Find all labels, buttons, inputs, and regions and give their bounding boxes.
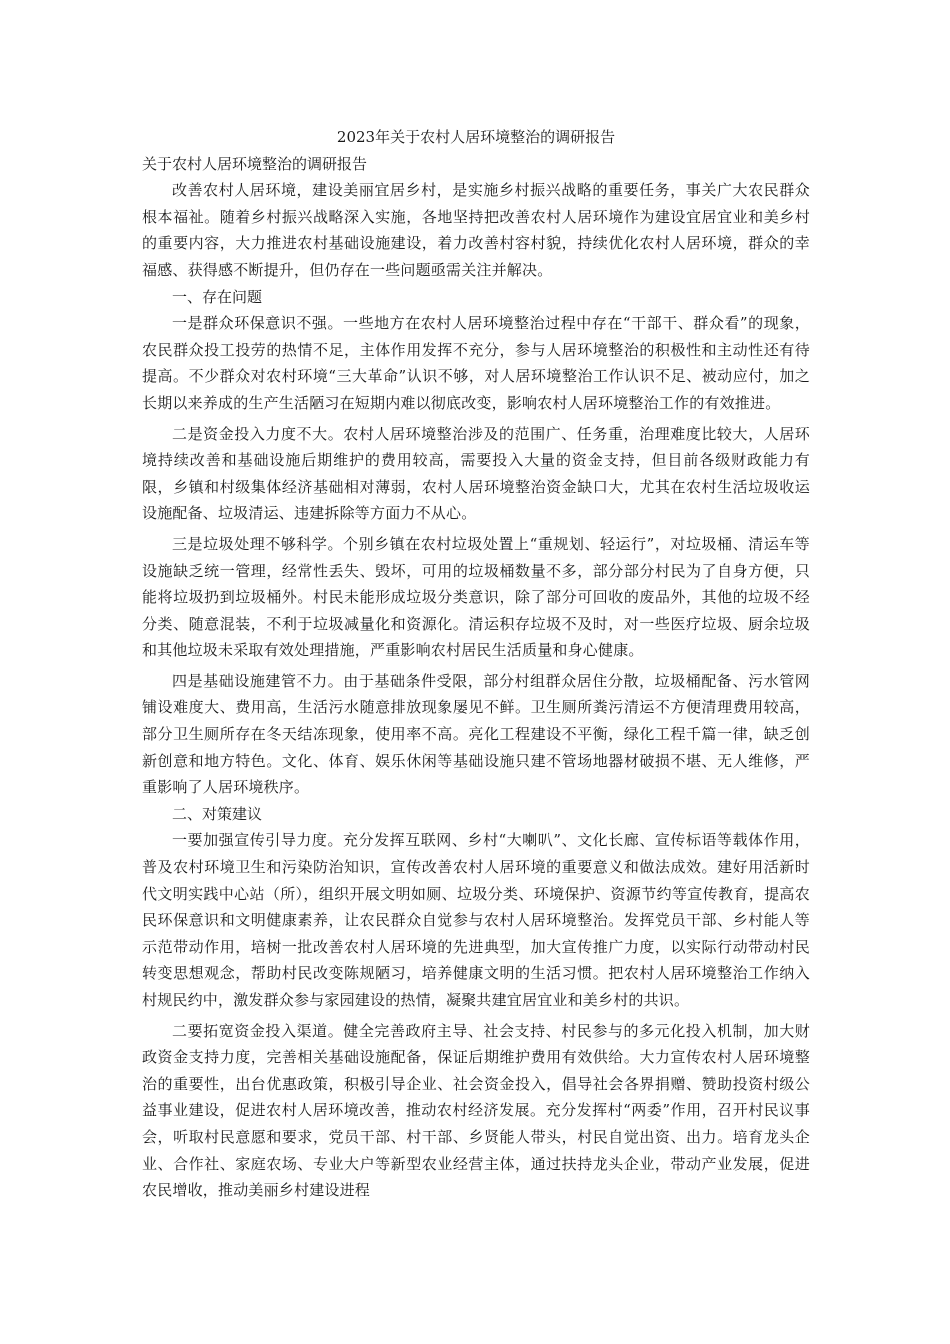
section-heading-suggestions: 二、对策建议 bbox=[172, 804, 263, 823]
suggestion-paragraph-2: 二要拓宽资金投入渠道。健全完善政府主导、社会支持、村民参与的多元化投入机制，加大财政资金支持力度，完善相关基础设施配备，保证后期维护费用有效供给。大力宣传农村人居环境整治的重要性，出台优惠政策，积极引导企业、社会资金投入，倡导社会各界捐赠、赞助投资村级公益事业建设，促进农村人居环境改善，推动农村经济发展。充分发挥村“两委”作用，召开村民议事会，听取村民意愿和要求，党员干部、村干部、乡贤能人带头，村民自觉出资、出力。培育龙头企业、合作社、家庭农场、专业大户等新型农业经营主体，通过扶持龙头企业，带动产业发展，促进农民增收，推动美丽乡村建设进程 bbox=[142, 1021, 810, 1200]
problem-paragraph-2: 二是资金投入力度不大。农村人居环境整治涉及的范围广、任务重，治理难度比较大，人居环境持续改善和基础设施后期维护的费用较高，需要投入大量的资金支持，但目前各级财政能力有限，乡镇和村级集体经济基础相对薄弱，农村人居环境整治资金缺口大，尤其在农村生活垃圾收运设施配备、垃圾清运、违建拆除等方面力不从心。 bbox=[142, 424, 810, 523]
problem-paragraph-1: 一是群众环保意识不强。一些地方在农村人居环境整治过程中存在“干部干、群众看”的现象，农民群众投工投劳的热情不足，主体作用发挥不充分，参与人居环境整治的积极性和主动性还有待提高。不少群众对农村环境“三大革命”认识不够，对人居环境整治工作认识不足、被动应付，加之长期以来养成的生产生活陋习在短期内难以彻底改变，影响农村人居环境整治工作的有效推进。 bbox=[142, 314, 810, 412]
report-subtitle: 关于农村人居环境整治的调研报告 bbox=[142, 154, 368, 173]
section-heading-problems: 一、存在问题 bbox=[172, 287, 263, 306]
problem-paragraph-3: 三是垃圾处理不够科学。个别乡镇在农村垃圾处置上“重规划、轻运行”，对垃圾桶、清运车等设施缺乏统一管理，经常性丢失、毁坏，可用的垃圾桶数量不多，部分部分村民为了自身方便，只能将垃圾扔到垃圾桶外。村民未能形成垃圾分类意识，除了部分可回收的废品外，其他的垃圾不经分类、随意混装，不利于垃圾减量化和资源化。清运积存垃圾不及时，对一些医疗垃圾、厨余垃圾和其他垃圾未采取有效处理措施，严重影响农村居民生活质量和身心健康。 bbox=[142, 534, 810, 660]
document-body bbox=[142, 124, 810, 1204]
document-title: 2023年关于农村人居环境整治的调研报告 bbox=[336, 128, 616, 146]
problem-paragraph-4: 四是基础设施建管不力。由于基础条件受限，部分村组群众居住分散，垃圾桶配备、污水管网铺设难度大、费用高，生活污水随意排放现象屡见不鲜。卫生厕所粪污清运不方便清理费用较高，部分卫生厕所存在冬天结冻现象，使用率不高。亮化工程建设不平衡，绿化工程千篇一律，缺乏创新创意和地方特色。文化、体育、娱乐休闲等基础设施只建不管场地器材破损不堪、无人维修，严重影响了人居环境秩序。 bbox=[142, 671, 810, 797]
suggestion-paragraph-1: 一要加强宣传引导力度。充分发挥互联网、乡村“大喇叭”、文化长廊、宣传标语等载体作用，普及农村环境卫生和污染防治知识，宣传改善农村人居环境的重要意义和做法成效。建好用活新时代文明实践中心站（所），组织开展文明如厕、垃圾分类、环境保护、资源节约等宣传教育，提高农民环保意识和文明健康素养，让农民群众自觉参与农村人居环境整治。发挥党员干部、乡村能人等示范带动作用，培树一批改善农村人居环境的先进典型，加大宣传推广力度，以实际行动带动村民转变思想观念，帮助村民改变陈规陋习，培养健康文明的生活习惯。把农村人居环境整治工作纳入村规民约中，激发群众参与家园建设的热情，凝聚共建宜居宜业和美乡村的共识。 bbox=[142, 831, 810, 1009]
intro-paragraph: 改善农村人居环境，建设美丽宜居乡村，是实施乡村振兴战略的重要任务，事关广大农民群众根本福祉。随着乡村振兴战略深入实施，各地坚持把改善农村人居环境作为建设宜居宜业和美乡村的重要内容，大力推进农村基础设施建设，着力改善村容村貌，持续优化农村人居环境，群众的幸福感、获得感不断提升，但仍存在一些问题亟需关注并解决。 bbox=[142, 181, 810, 279]
